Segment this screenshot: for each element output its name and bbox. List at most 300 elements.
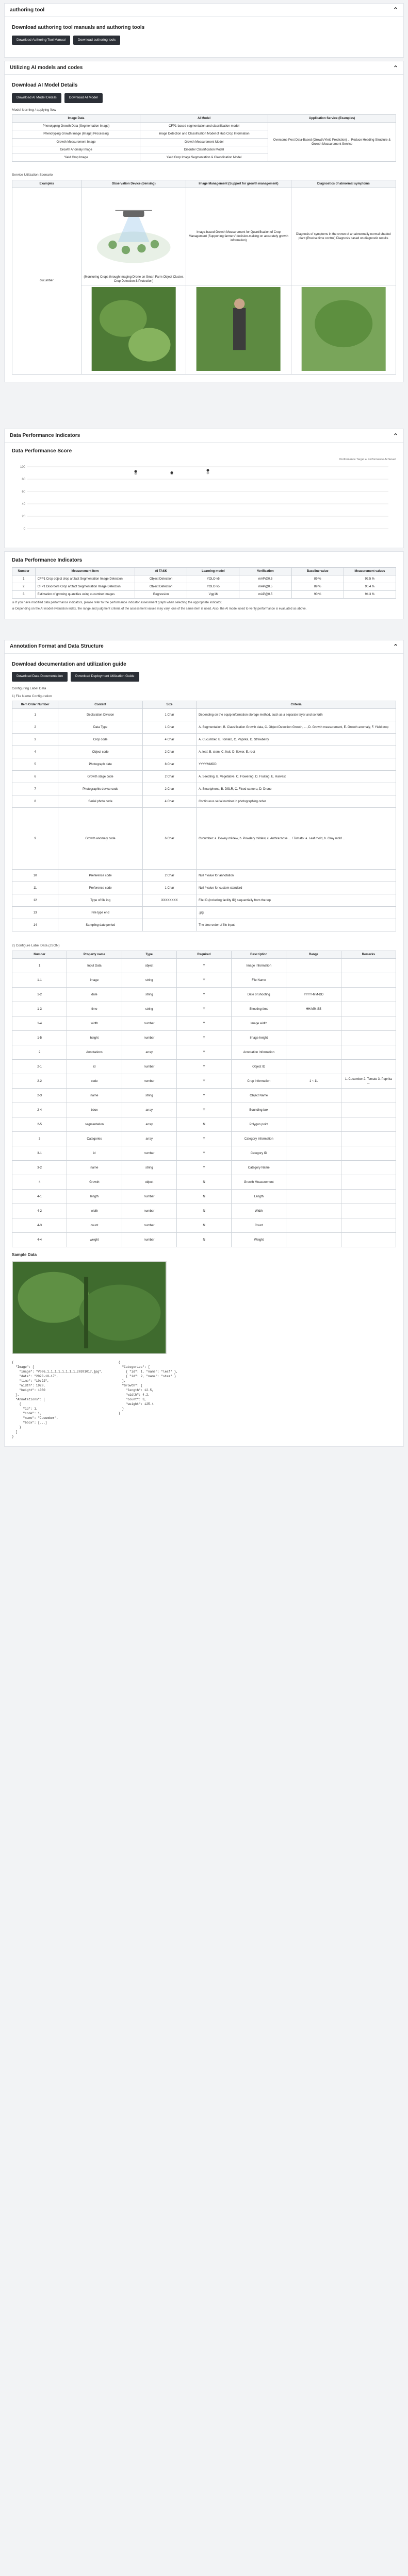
table-cell: Count [232,1218,286,1233]
table-cell: array [122,1132,176,1146]
table-header: AI Model [140,115,268,123]
table-header: Item Order Number [12,701,58,709]
table-cell: Photograph date [58,758,143,771]
table-cell: A. Smartphone, B. DSLR, C. Fixed camera, D. Drone [197,783,396,795]
table-row [12,1233,396,1247]
table-row [12,1045,396,1060]
table-cell: Date of shooting [232,988,286,1002]
table-cell: bbox [67,1103,122,1117]
person-photo-cell [186,285,291,375]
table-cell [341,1060,396,1074]
plant-photo [293,287,394,371]
table-cell: Categories [67,1132,122,1146]
table-cell: Object Detection [135,583,187,591]
table-cell: Y [176,1074,231,1089]
table-row [12,1117,396,1132]
table-cell: 1-4 [12,1016,67,1031]
table-cell: 4 Char [142,734,196,746]
scenario-text-cell [291,188,396,285]
ai-title: Download AI Model Details [12,82,78,89]
table-cell: Estimation of growing quantities using cucumber images [35,591,135,599]
table-cell: .jpg [197,907,396,919]
table-header: Diagnostics of abnormal symptoms [291,180,396,188]
table-cell: Weight [232,1233,286,1247]
download-model-button[interactable]: Download AI Model [64,93,103,103]
table-cell [341,1089,396,1103]
table-cell [341,1218,396,1233]
table-cell: Polygon point [232,1117,286,1132]
table-cell: number [122,1031,176,1045]
table-cell [286,1146,341,1161]
table-cell [341,973,396,988]
table-cell: 5 [12,758,58,771]
table-cell: 92.5 % [344,575,396,583]
leaf-photo-cell [81,285,186,375]
table-cell: CFP1 Disorders Crop artifact Segmentation Image Detection [35,583,135,591]
table-cell: 4-3 [12,1218,67,1233]
table-cell [286,1060,341,1074]
performance-header-title: Data Performance Indicators [10,432,80,438]
authoring-header-title: authoring tool [10,7,45,13]
table-cell: Annotation Information [232,1045,286,1060]
table-row [12,1190,396,1204]
table-cell: 2-4 [12,1103,67,1117]
table-cell [341,988,396,1002]
table-cell [142,919,196,931]
table-cell [341,1132,396,1146]
table-row [12,808,396,870]
table-cell: The time order of file input [197,919,396,931]
table-cell: 1 Char [142,709,196,721]
data-point [207,469,209,471]
y-tick-label: 0 [23,528,25,531]
table-cell: object [122,1175,176,1190]
table-row [12,1161,396,1175]
sample-json-right: { "Categories": [ { "id": 1, "name": "leaf" }, { "id": 2, "name": "stem" } ], "Growth": { "length": 12.5, "width": 4.2, "count": 3, "weight": 125.4 } } [118,1360,178,1415]
table-row [12,988,396,1002]
table-cell: Growth stage code [58,771,143,783]
table-header: Verification [239,567,291,575]
table-cell: N [176,1175,231,1190]
table-cell: string [122,1089,176,1103]
table-cell: 2 Char [142,771,196,783]
table-cell: 2 Char [142,746,196,758]
table-cell [286,959,341,973]
table-cell: width [67,1016,122,1031]
table-cell: code [67,1074,122,1089]
table-cell: Growth Measurement [232,1175,286,1190]
table-cell [286,973,341,988]
chevron-up-icon[interactable]: ⌃ [393,432,398,439]
table-header: AI TASK [135,567,187,575]
table-cell: Category Information [232,1132,286,1146]
table-cell [286,1175,341,1190]
scenario-row-label: cucumber [12,188,81,374]
table-cell: mAP@0.5 [239,575,291,583]
table-header: Criteria [197,701,396,709]
table-cell: Annotations [67,1045,122,1060]
table-cell: Y [176,1161,231,1175]
table-cell: weight [67,1233,122,1247]
download-manual-button[interactable]: Download Authoring Tool Manual [12,36,70,45]
performance-section [4,429,404,548]
table-cell: 14 [12,919,58,931]
file-table-caption: 1) File Name Configuration [12,694,52,698]
table-header: Size [142,701,196,709]
table-cell: Null / value for annotation [197,870,396,882]
table-cell [341,1031,396,1045]
table-cell: width [67,1204,122,1218]
table-cell: Category ID [232,1146,286,1161]
table-header: Measurement values [344,567,396,575]
annotation-title: Download documentation and utilization guide [12,661,126,667]
table-cell: Growth Measurement Image [12,138,140,146]
table-cell: string [122,988,176,1002]
table-cell: 3 [12,591,36,599]
download-tool-button[interactable]: Download authoring tools [73,36,120,45]
table-cell: 2-2 [12,1074,67,1089]
table-row [12,783,396,795]
table-header: Content [58,701,143,709]
table-cell [341,1233,396,1247]
table-cell: 1-2 [12,988,67,1002]
table-cell [341,1016,396,1031]
sample-json-left: { "Image": { "image": "V006_1_1_1_1_1_1_1_1_20201017.jpg", "date": "2020-10-17", "time": "10:22", "width": 1920, "height": 1080 }, "Annotations": [ { "id": 1, "code": 1, "name": "Cucumber", "bbox": [...] } ] } [12,1360,103,1438]
table-row [12,959,396,973]
table-cell: Sampling date period [58,919,143,931]
data-point [135,470,137,473]
table-cell: Length [232,1190,286,1204]
table-cell: Object ID [232,1060,286,1074]
config-label: Configuring Label Data [12,686,46,690]
scenario-table [12,180,396,375]
table-cell: count [67,1218,122,1233]
ai-header-title: Utilizing AI models and codes [10,65,83,71]
table-cell: Image height [232,1031,286,1045]
table-cell [341,1146,396,1161]
download-documentation-button[interactable]: Download Data Documentation [12,672,68,682]
table-cell: Disorder Classification Model [140,146,268,154]
table-cell: time [67,1002,122,1016]
performance-header[interactable] [5,429,403,443]
table-cell: 2 [12,721,58,734]
table-cell: File ID (including facility ID) sequentially from the top [197,894,396,907]
y-tick-label: 100 [20,466,25,469]
ai-header[interactable] [5,61,403,75]
table-cell: N [176,1190,231,1204]
table-row [12,973,396,988]
download-guide-button[interactable]: Download Deployment Utilization Guide [71,672,139,682]
table-cell: Y [176,988,231,1002]
table-cell: number [122,1016,176,1031]
table-header: Application Service (Examples) [268,115,396,123]
json-table-caption: 2) Configure Label Data (JSON) [12,944,60,948]
table-cell: number [122,1190,176,1204]
annotation-header-title: Annotation Format and Data Structure [10,643,104,650]
indicator-note-2: ※ Depending on the AI model evaluation index, the range and judgment criteria of the assessment values may vary; one of the same item is used. Also, the AI model used to verify performance is evaluated as above. [12,607,307,611]
table-row [12,1218,396,1233]
indicators-section [4,551,404,619]
table-cell: Growth anomaly code [58,808,143,870]
table-cell [286,1190,341,1204]
table-cell: 1 [12,575,36,583]
table-cell: Width [232,1204,286,1218]
table-cell: Crop code [58,734,143,746]
table-cell: 3 [12,734,58,746]
table-cell: Y [176,1016,231,1031]
chevron-up-icon[interactable]: ⌃ [393,64,398,72]
table-cell: 90 % [291,591,344,599]
table-cell: id [67,1146,122,1161]
table-cell: Shooting time [232,1002,286,1016]
table-cell: number [122,1146,176,1161]
sample-cucumber-photo [12,1261,167,1354]
data-point [207,472,209,474]
table-cell: Yield Crop Image Segmentation & Classification Model [140,154,268,161]
table-cell: 10 [12,870,58,882]
model-flow-table [12,114,396,162]
table-cell: 4 [12,1175,67,1190]
table-row [12,746,396,758]
table-cell: string [122,1002,176,1016]
table-cell: Preference code [58,882,143,894]
table-row [12,709,396,721]
scenario-text: (Monitoring Crops through Imaging Drone on Smart Farm Object Cluster, Crop Detection & Protection) [84,275,184,283]
table-cell [341,1103,396,1117]
table-row [12,795,396,808]
table-cell: N [176,1204,231,1218]
scenario-text-cell [186,188,291,285]
table-cell: 4 Char [142,795,196,808]
table-cell [286,1233,341,1247]
table-cell: N [176,1233,231,1247]
table-header: Observation Device (Sensing) [81,180,186,188]
table-cell [286,1016,341,1031]
table-cell: 3-1 [12,1146,67,1161]
leaf-photo [84,287,184,371]
table-cell: Y [176,959,231,973]
table-cell: 2-5 [12,1117,67,1132]
table-cell: Y [176,973,231,988]
table1-caption: Model learning / applying flow [12,108,56,112]
table-cell: Growth [67,1175,122,1190]
table-cell: Yield Crop Image [12,154,140,161]
table-cell: Y [176,1045,231,1060]
table-cell: CFP1-based segmentation and classification model [140,123,268,130]
table-cell: number [122,1074,176,1089]
table-cell: Preference code [58,870,143,882]
table-cell: Phenotyping Growth Data (Segmentation Image) [12,123,140,130]
table-cell: XXXXXXXX [142,894,196,907]
table-cell: YYYYMMDD [197,758,396,771]
table-header: Description [232,951,286,959]
indicators-table [12,567,396,599]
table-row [12,919,396,931]
annotation-header[interactable] [5,640,403,654]
table-cell: array [122,1117,176,1132]
indicators-title: Data Performance Indicators [12,557,83,564]
table-cell: A. Seedling, B. Vegetative, C. Flowering, D. Fruiting, E. Harvest [197,771,396,783]
table-cell: Data Type [58,721,143,734]
table-cell: Y [176,1132,231,1146]
table-cell [286,1161,341,1175]
table-cell: YYYY-MM-DD [286,988,341,1002]
table-cell: Y [176,1002,231,1016]
table-cell: Overcome Pest Data-Based (Growth/Yield Prediction) ... Reduce Heading Structure & Growth Measurement Service [268,123,396,161]
authoring-header[interactable] [5,4,403,17]
chevron-up-icon[interactable]: ⌃ [393,642,398,650]
file-name-table [12,701,396,931]
table-cell: Input Data [67,959,122,973]
table-cell: number [122,1233,176,1247]
table-header: Image Data [12,115,140,123]
table-cell: 1 [12,959,67,973]
table-row [12,907,396,919]
table-cell: Depending on the equip information storage method, such as a separate layer and so forth [197,709,396,721]
table-cell: Growth Anomaly Image [12,146,140,154]
table-row [12,1204,396,1218]
table-cell: mAP@0.5 [239,583,291,591]
table-cell: 1-1 [12,973,67,988]
table-cell: Y [176,1146,231,1161]
table-row [12,1031,396,1045]
table-cell: 12 [12,894,58,907]
table-cell: 1-3 [12,1002,67,1016]
table-cell: 2 Char [142,783,196,795]
table-cell: A. Cucumber, B. Tomato, C. Paprika, D. Strawberry [197,734,396,746]
table-cell [286,1031,341,1045]
download-model-details-button[interactable]: Download AI Model Details [12,93,61,103]
table-cell [286,1103,341,1117]
table-cell: Image Information [232,959,286,973]
table-cell: A. leaf, B. stem, C. fruit, D. flower, E. root [197,746,396,758]
table-cell: Y [176,1089,231,1103]
table-cell: 1 ~ 11 [286,1074,341,1089]
table-cell: segmentation [67,1117,122,1132]
scenario-text: Diagnosis of symptoms in the crown of an abnormally normal shaded plant (Precise time control) Diagnosis based on diagnostic results [296,232,391,240]
table-cell: 1 Char [142,882,196,894]
table-cell: HH:MM:SS [286,1002,341,1016]
table-cell: 94.3 % [344,591,396,599]
table-row [12,721,396,734]
table-cell: A. Segmentation, B. Classification Growth data, C. Object Detection Growth, ..., D. Growth measurement, E. Growth anomaly, F. Yield crop [197,721,396,734]
data-point [171,471,173,474]
table-header: Type [122,951,176,959]
table-row [12,758,396,771]
table-cell [341,1175,396,1190]
drone-image [84,190,184,274]
table-cell: Object Name [232,1089,286,1103]
table-cell: array [122,1045,176,1060]
drone-illustration [81,188,186,285]
table-row [12,1016,396,1031]
table-row [12,591,396,599]
table-cell: File type end [58,907,143,919]
table-cell: Cucumber: a. Downy mildew, b. Powdery mildew, c. Anthracnose ... / Tomato: a. Leaf mold, b. Gray mold ... [197,808,396,870]
table-cell: date [67,988,122,1002]
table-row [12,1089,396,1103]
table-cell: number [122,1218,176,1233]
table-header: Number [12,567,36,575]
table-cell: Regression [135,591,187,599]
table-cell: Vgg16 [187,591,239,599]
table-cell: 8 Char [142,758,196,771]
score-title: Data Performance Score [12,448,72,454]
y-tick-label: 40 [22,503,25,506]
table-cell: 1-5 [12,1031,67,1045]
table-cell: 1 Char [142,721,196,734]
table-cell [142,907,196,919]
table-cell: Continuous serial number in photographing order [197,795,396,808]
table-cell: id [67,1060,122,1074]
chevron-up-icon[interactable]: ⌃ [393,6,398,14]
table-cell [341,1190,396,1204]
table-cell: Declaration Division [58,709,143,721]
table-cell: number [122,1204,176,1218]
sample-title: Sample Data [12,1252,37,1258]
table-row [12,1175,396,1190]
table-cell: Object code [58,746,143,758]
table-cell: Type of file ing [58,894,143,907]
table-cell: 6 [12,771,58,783]
table-cell: name [67,1089,122,1103]
table2-caption: Service Utilization Scenario [12,173,53,177]
authoring-title: Download authoring tool manuals and authoring tools [12,25,145,30]
table-cell: File Name [232,973,286,988]
table-cell: Phenotyping Growth Image (Image) Processing [12,130,140,138]
table-row [12,1146,396,1161]
ai-section [4,61,404,382]
table-row [12,1002,396,1016]
table-cell: Object Detection [135,575,187,583]
table-cell: 6 Char [142,808,196,870]
table-cell: N [176,1117,231,1132]
table-cell: name [67,1161,122,1175]
table-row [12,1103,396,1117]
y-tick-label: 20 [22,515,25,519]
table-cell: CFP1 Crop object drop artifact Segmentation Image Detection [35,575,135,583]
table-cell: Image width [232,1016,286,1031]
table-cell: 7 [12,783,58,795]
table-cell: Null / value for custom standard [197,882,396,894]
table-cell: object [122,959,176,973]
table-cell: 1 [12,709,58,721]
table-row [12,882,396,894]
chart-legend: Performance Target ● Performance Achieved [339,457,396,461]
table-cell: 4-4 [12,1233,67,1247]
table-cell [286,1204,341,1218]
table-cell [341,1117,396,1132]
table-row [12,894,396,907]
table-cell [341,1161,396,1175]
performance-chart [12,462,394,539]
table-header: Property name [67,951,122,959]
table-cell: Serial photo code [58,795,143,808]
indicator-note-1: ※ If you have modified data performance indicators, please refer to the performance indicator assessment graph when selecting the appropriate indicator. [12,601,222,605]
table-cell: array [122,1103,176,1117]
table-cell: N [176,1218,231,1233]
table-header: Measurement Item [35,567,135,575]
table-cell: 3-2 [12,1161,67,1175]
table-cell: 8 [12,795,58,808]
table-row [12,583,396,591]
table-cell: 90.4 % [344,583,396,591]
table-cell: 89 % [291,575,344,583]
table-cell [341,1002,396,1016]
table-header: Required [176,951,231,959]
table-row [12,575,396,583]
label-json-table [12,951,396,1247]
